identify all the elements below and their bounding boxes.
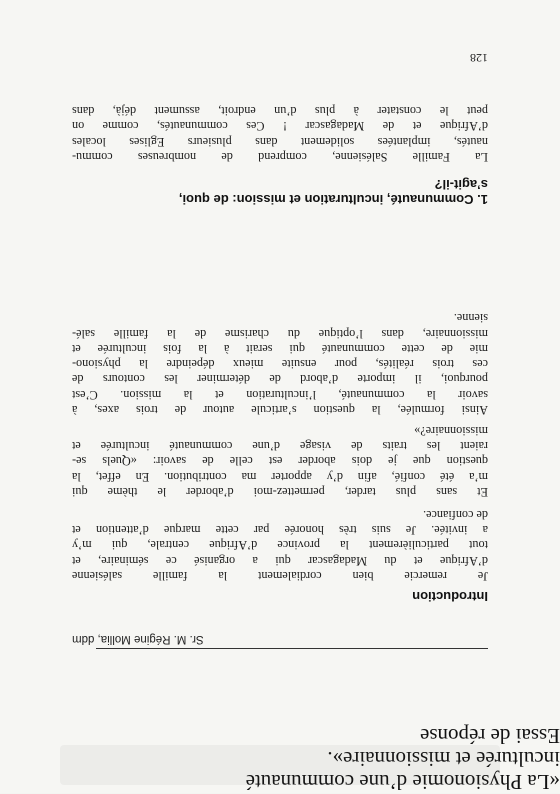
title-divider <box>96 648 488 649</box>
text-line: a invitée. Je suis très honorée par cette marque d’attention et <box>72 523 488 538</box>
text-line: m’a été confié, afin d’y apporter ma contribution. En effet, la <box>72 469 488 484</box>
title-line: «La Physionomie d’une communauté <box>245 770 560 794</box>
section-1-heading <box>72 177 488 207</box>
text-line: question que je dois aborder est celle de savoir: «Quels se- <box>72 454 488 469</box>
text-line: missionnaire?» <box>414 423 488 438</box>
heading-text: 1. Communauté, inculturation et mission: de quoi, <box>178 192 488 207</box>
text-line: pourquoi, il importe d’abord de déterminer les contours de <box>72 372 488 387</box>
text-line: sienne. <box>453 311 488 326</box>
text-line: tout particulièrement la province d’Afrique centrale, qui m’y <box>72 538 488 553</box>
section-1-paragraph-1 <box>72 103 488 164</box>
title-line: Essai de réponse <box>420 724 560 748</box>
text-line: La Famille Salésienne, comprend de nombreuses commu- <box>72 150 488 164</box>
text-line: nautés, implantées solidement dans plusieurs Eglises locales <box>72 134 488 149</box>
page-number: 128 <box>470 51 488 65</box>
text-line: d’Afrique et du Madagascar qui a organisé ce séminaire, et <box>72 553 488 568</box>
text-line: mie de cette communauté qui serait à la fois inculturée et <box>72 341 488 356</box>
text-line: Et sans plus tarder, permettez-moi d’aborder le thème qui <box>72 485 488 499</box>
text-line: de confiance. <box>423 507 488 522</box>
text-line: Ainsi formulée, la question s’articule autour de trois axes, à <box>72 403 488 417</box>
text-line: Je remercie bien cordialement la famille salésienne <box>72 569 488 583</box>
heading-text: Introduction <box>412 589 488 604</box>
text-line: savoir la communauté, l’inculturation et la mission. C’est <box>72 387 488 402</box>
text-line: missionnaire, dans l’optique du charisme de la famille salé- <box>72 326 488 341</box>
intro-heading <box>72 589 488 604</box>
text-line: peut le constater à plus d’un endroit, assument déjà, dans <box>72 104 488 119</box>
intro-paragraph-1 <box>72 507 488 583</box>
bleed-through-shadow <box>60 745 500 785</box>
heading-text: s’agit-il? <box>434 177 488 192</box>
text-line: ces trois réalités, pour ensuite mieux dépeindre la physiono- <box>72 357 488 372</box>
intro-paragraph-3 <box>72 310 488 417</box>
text-line: raient les traits de visage d’une communauté inculturée et <box>72 439 488 454</box>
author-name: Sr. M. Régine Mollia, ddm <box>72 633 204 645</box>
text-line: d’Afrique et de Madagascar ! Ces communautés, comme on <box>72 119 488 134</box>
title-line: inculturée et missionnaire». <box>327 747 560 771</box>
intro-paragraph-2 <box>72 423 488 499</box>
